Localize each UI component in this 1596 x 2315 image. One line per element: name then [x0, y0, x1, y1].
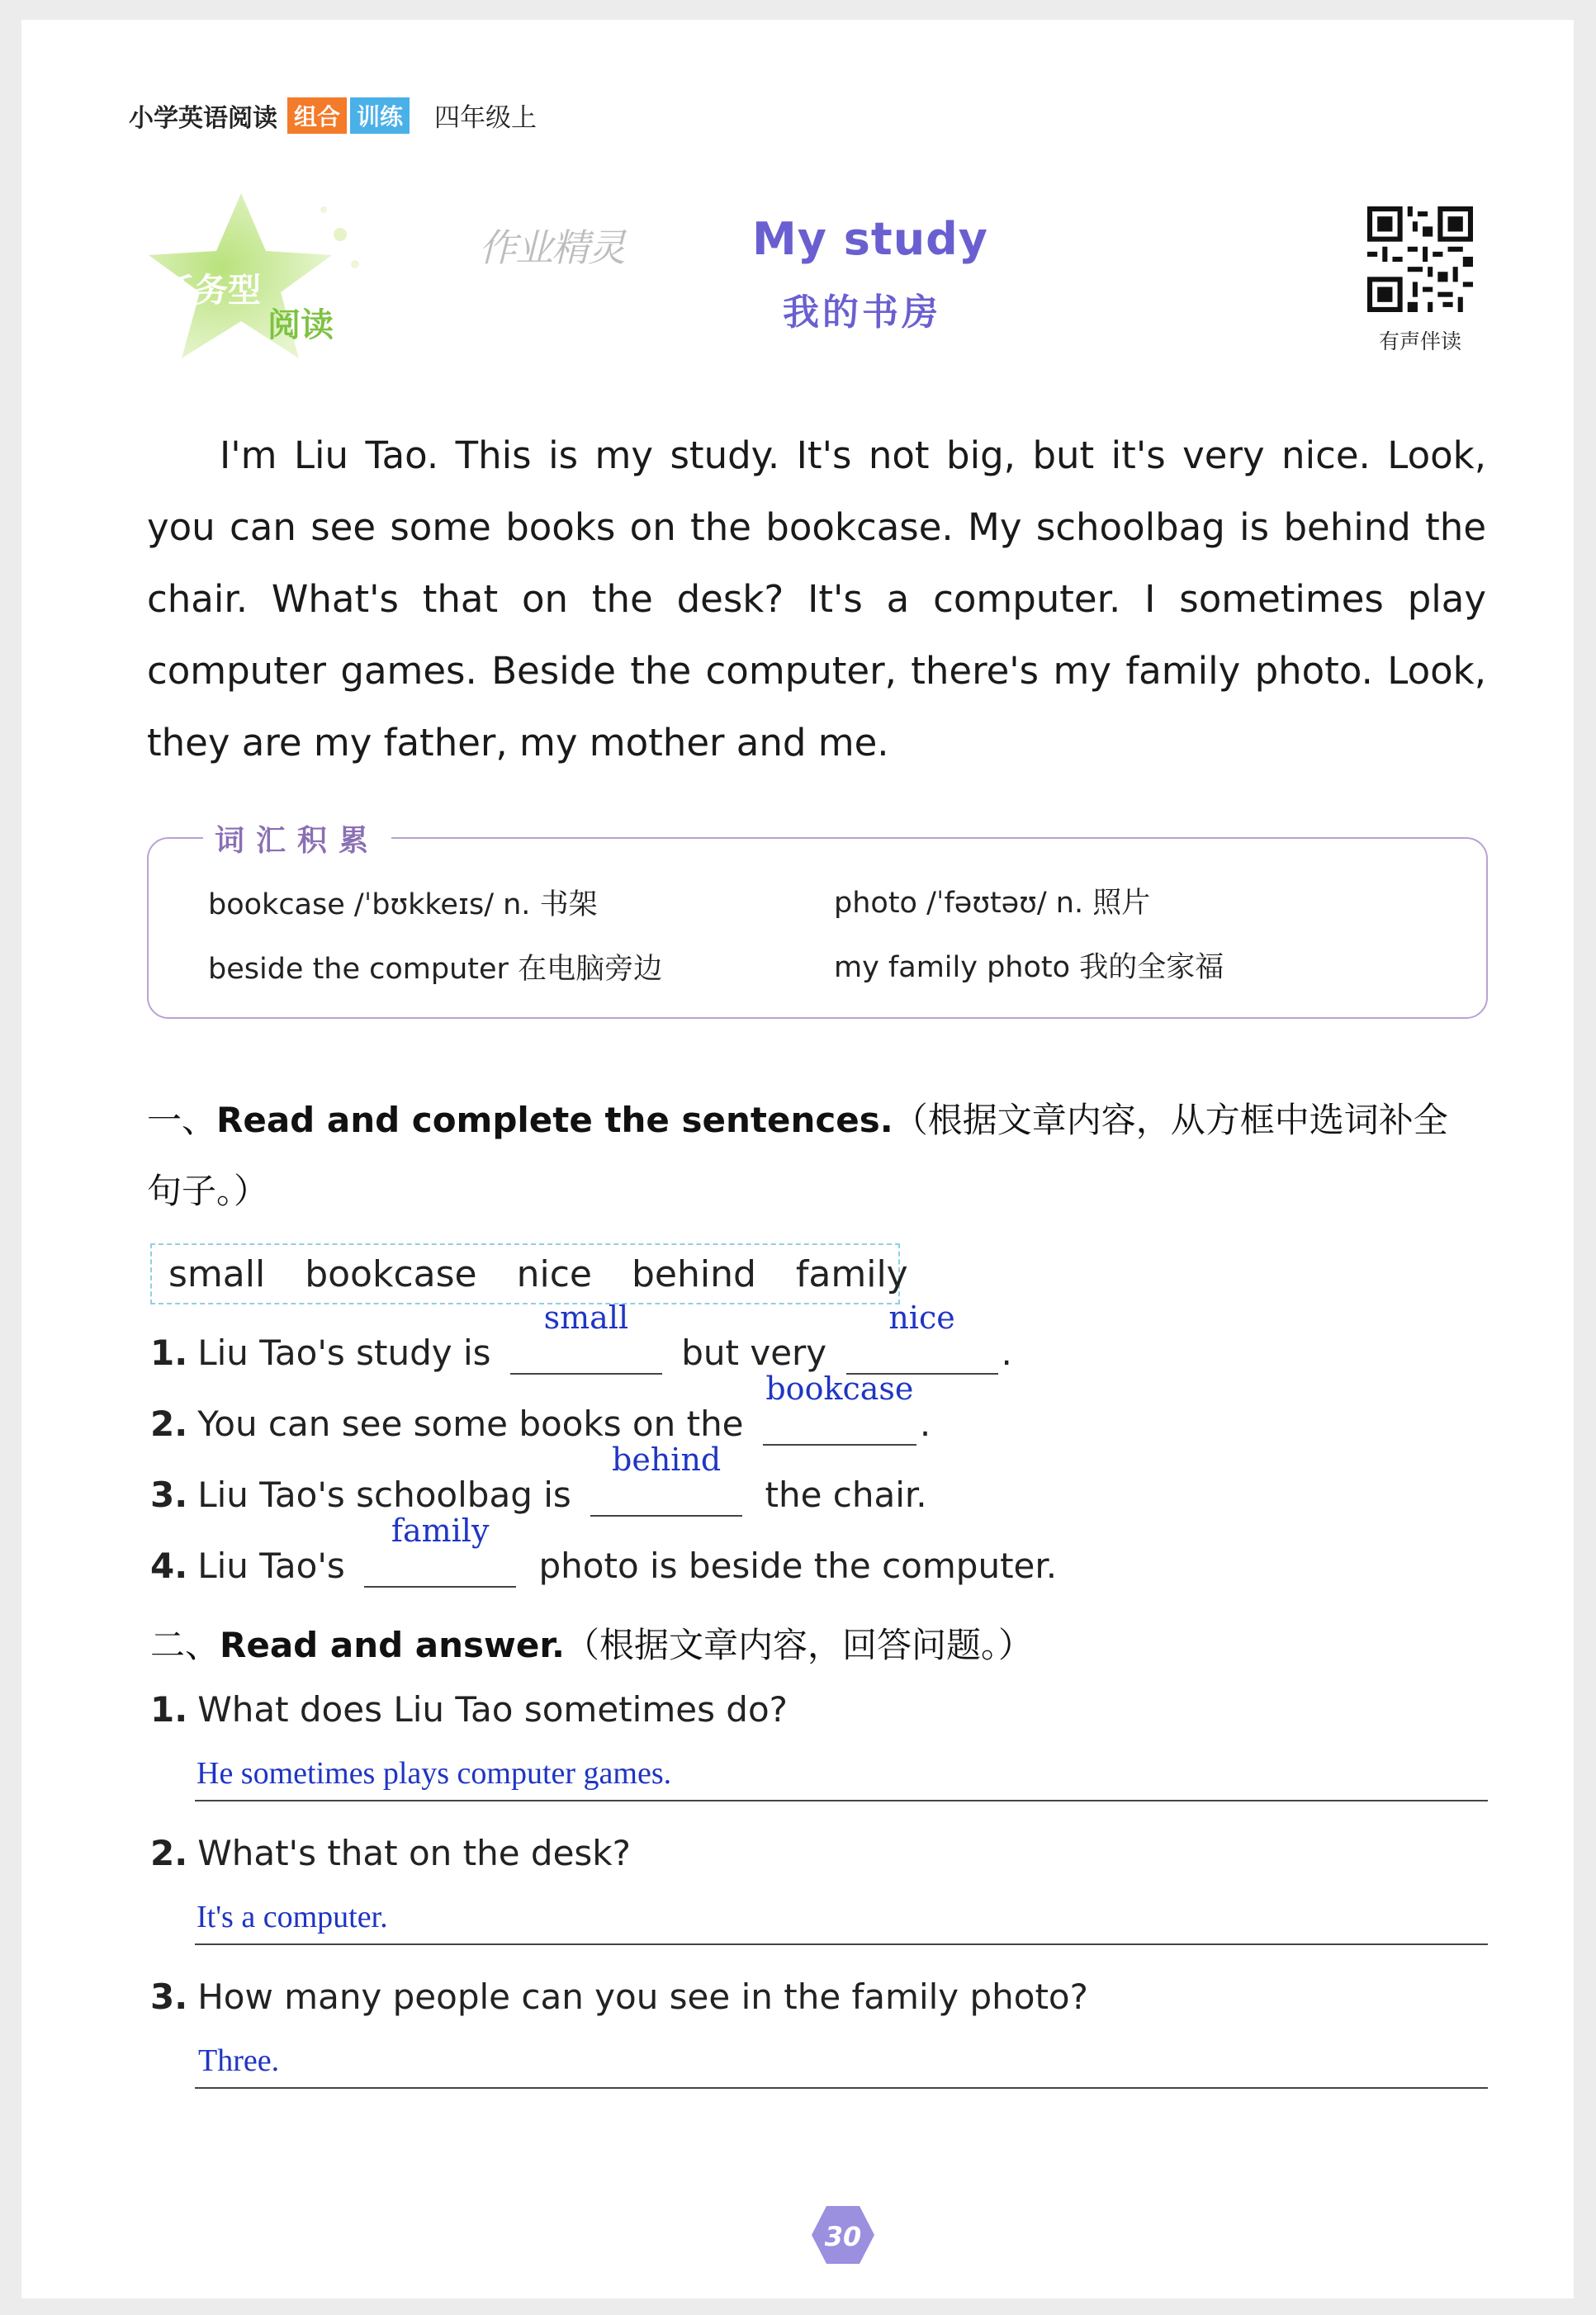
section-2-heading: 二、Read and answer.（根据文章内容，回答问题。） [150, 1625, 1034, 1665]
vocab-item: bookcase /ˈbʊkkeɪs/ n. 书架 [208, 888, 598, 921]
section-1-heading: 一、Read and complete the sentences.（根据文章内容，从方框中选词补全 [147, 1100, 1448, 1140]
handwritten-answer: bookcase [765, 1371, 914, 1407]
word-bank [150, 1243, 908, 1304]
section-1-note-cont: 句子。） [147, 1171, 269, 1211]
answer-blank[interactable] [590, 1442, 742, 1517]
word-bank-item: family [795, 1252, 908, 1295]
answer-question: 3. How many people can you see in the family photo? [150, 1977, 1088, 2017]
page-subtitle: 我的书房 [783, 291, 941, 334]
badge-line-1: 任务型 [162, 272, 261, 310]
answer-blank[interactable] [846, 1300, 998, 1375]
qr-code-icon[interactable] [1367, 206, 1473, 312]
handwritten-answer: small [543, 1300, 629, 1336]
word-bank-item: behind [631, 1252, 756, 1295]
answer-blank[interactable] [510, 1300, 662, 1375]
answer-blank[interactable] [763, 1371, 916, 1446]
vocab-item: beside the computer 在电脑旁边 [208, 953, 663, 986]
handwritten-answer: It's a computer. [197, 1900, 388, 1934]
word-bank-item: small [168, 1252, 266, 1295]
badge-line-2: 阅读 [268, 306, 334, 344]
fill-question: 4. Liu Tao's family photo is beside the computer. [150, 1513, 1058, 1586]
fill-question: 3. Liu Tao's schoolbag is behind the chair. [150, 1442, 927, 1515]
section-2-note: （根据文章内容，回答问题。） [565, 1625, 1034, 1665]
page-title: My study [752, 213, 988, 265]
vocab-item: my family photo 我的全家福 [834, 951, 1224, 984]
handwritten-answer: He sometimes plays computer games. [197, 1756, 672, 1791]
page-number: 30 [810, 2204, 876, 2265]
qr-caption: 有声伴读 [1378, 329, 1461, 353]
answer-blank[interactable] [364, 1513, 516, 1588]
handwritten-answer: nice [888, 1300, 955, 1336]
vocabulary-box [147, 824, 1488, 1019]
workbook-page [21, 20, 1574, 2298]
section-1-note: （根据文章内容，从方框中选词补全 [893, 1100, 1448, 1140]
reading-passage [147, 419, 1486, 779]
handwritten-answer: behind [612, 1442, 722, 1478]
vocabulary-title: 词汇积累 [203, 817, 391, 859]
fill-question: 2. You can see some books on the bookcase . [150, 1371, 931, 1444]
running-header [129, 97, 537, 134]
series-badge-1: 组合 [287, 97, 347, 134]
vocab-item: photo /ˈfəʊtəʊ/ n. 照片 [834, 887, 1151, 920]
section-1-title: Read and complete the sentences. [216, 1100, 893, 1140]
answer-line[interactable] [195, 1800, 1488, 1801]
series-badge-2: 训练 [350, 97, 410, 134]
answer-question: 2. What's that on the desk? [150, 1833, 631, 1873]
fill-question: 1. Liu Tao's study is small but very nice . [150, 1300, 1012, 1373]
task-reading-badge [142, 185, 373, 375]
handwritten-answer: Three. [198, 2043, 280, 2078]
grade-label: 四年级上 [434, 103, 538, 133]
word-bank-item: nice [516, 1252, 592, 1295]
passage-text: I'm Liu Tao. This is my study. It's not big, but it's very nice. Look, you can see some books on the bookcase. My schoolbag is behind the chair. What's that on the desk? It's a computer. I sometimes play computer games. Beside the computer, there's my family photo. Look, they are my father, my mother and me. [147, 433, 1486, 765]
answer-line[interactable] [195, 1943, 1488, 1945]
handwritten-answer: family [391, 1513, 490, 1549]
answer-line[interactable] [195, 2087, 1488, 2089]
word-bank-item: bookcase [305, 1252, 477, 1295]
series-title: 小学英语阅读 [129, 103, 277, 133]
section-2-title: Read and answer. [220, 1625, 566, 1665]
answer-question: 1. What does Liu Tao sometimes do? [150, 1689, 788, 1730]
watermark: 作业精灵 [479, 225, 624, 270]
